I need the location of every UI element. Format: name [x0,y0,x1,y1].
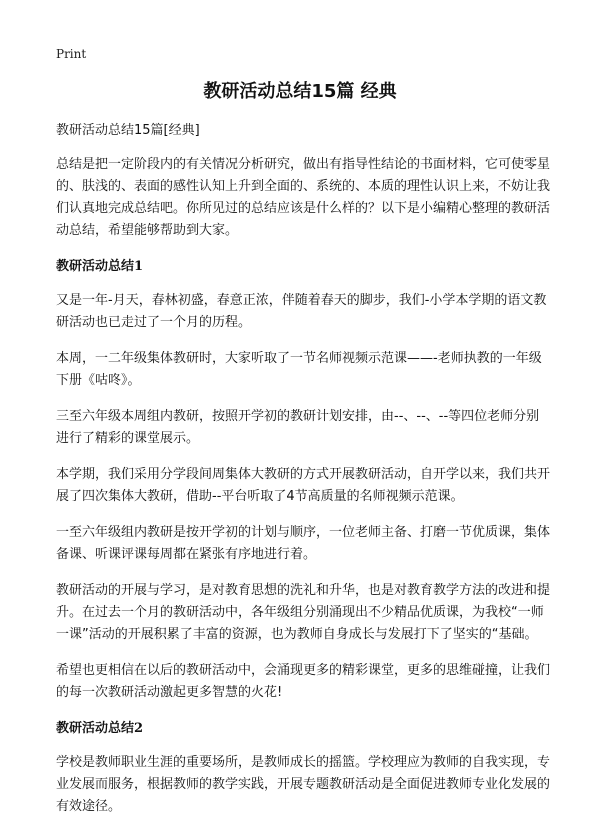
section-2 [56,718,550,818]
paragraph: 希望也更相信在以后的教研活动中，会涌现更多的精彩课堂，更多的思维碰撞，让我们的每一次教研活动激起更多智慧的火花! [56,663,551,700]
section-heading: 教研活动总结1 [56,259,144,274]
intro-paragraph: 总结是把一定阶段内的有关情况分析研究，做出有指导性结论的书面材料，它可使零星的、肤浅的、表面的感性认知上升到全面的、系统的、本质的理性认识上来，不妨让我们认真地完成总结吧。你所见过的总结应该是什么样的？以下是小编精心整理的教研活动总结，希望能够帮助到大家。 [56,157,551,238]
document-subtitle: 教研活动总结15篇[经典] [56,123,200,138]
paragraph: 本学期，我们采用分学段间周集体大教研的方式开展教研活动，自开学以来，我们共开展了四次集体大教研，借助--平台听取了4节高质量的名师视频示范课。 [56,467,551,504]
paragraph: 学校是教师职业生涯的重要场所，是教师成长的摇篮。学校理应为教师的自我实现，专业发展而服务，根据教师的教学实践，开展专题教研活动是全面促进教师专业化发展的有效途径。 [56,755,551,814]
document-body [56,120,550,832]
section-1 [56,256,550,704]
paragraph: 三至六年级本周组内教研，按照开学初的教研计划安排，由--、--、--等四位老师分别进行了精彩的课堂展示。 [56,409,540,446]
section-heading: 教研活动总结2 [56,721,144,736]
print-label[interactable]: Print [56,47,87,61]
document-title: 教研活动总结15篇 经典 [203,81,397,102]
paragraph: 教研活动的开展与学习，是对教育思想的洗礼和升华，也是对教育教学方法的改进和提升。在过去一个月的教研活动中，各年级组分别涌现出不少精品优质课，为我校“一师一课”活动的开展积累了丰富的资源，也为教师自身成长与发展打下了坚实的“基础。 [56,583,551,642]
paragraph: 本周，一二年级集体教研时，大家听取了一节名师视频示范课——-老师执教的一年级下册《咕咚》。 [56,351,542,388]
paragraph: 一至六年级组内教研是按开学初的计划与顺序，一位老师主备、打磨一节优质课，集体备课、听课评课每周都在紧张有序地进行着。 [56,525,551,562]
paragraph: 又是一年-月天，春林初盛，春意正浓，伴随着春天的脚步，我们-小学本学期的语文教研活动也已走过了一个月的历程。 [56,293,547,330]
